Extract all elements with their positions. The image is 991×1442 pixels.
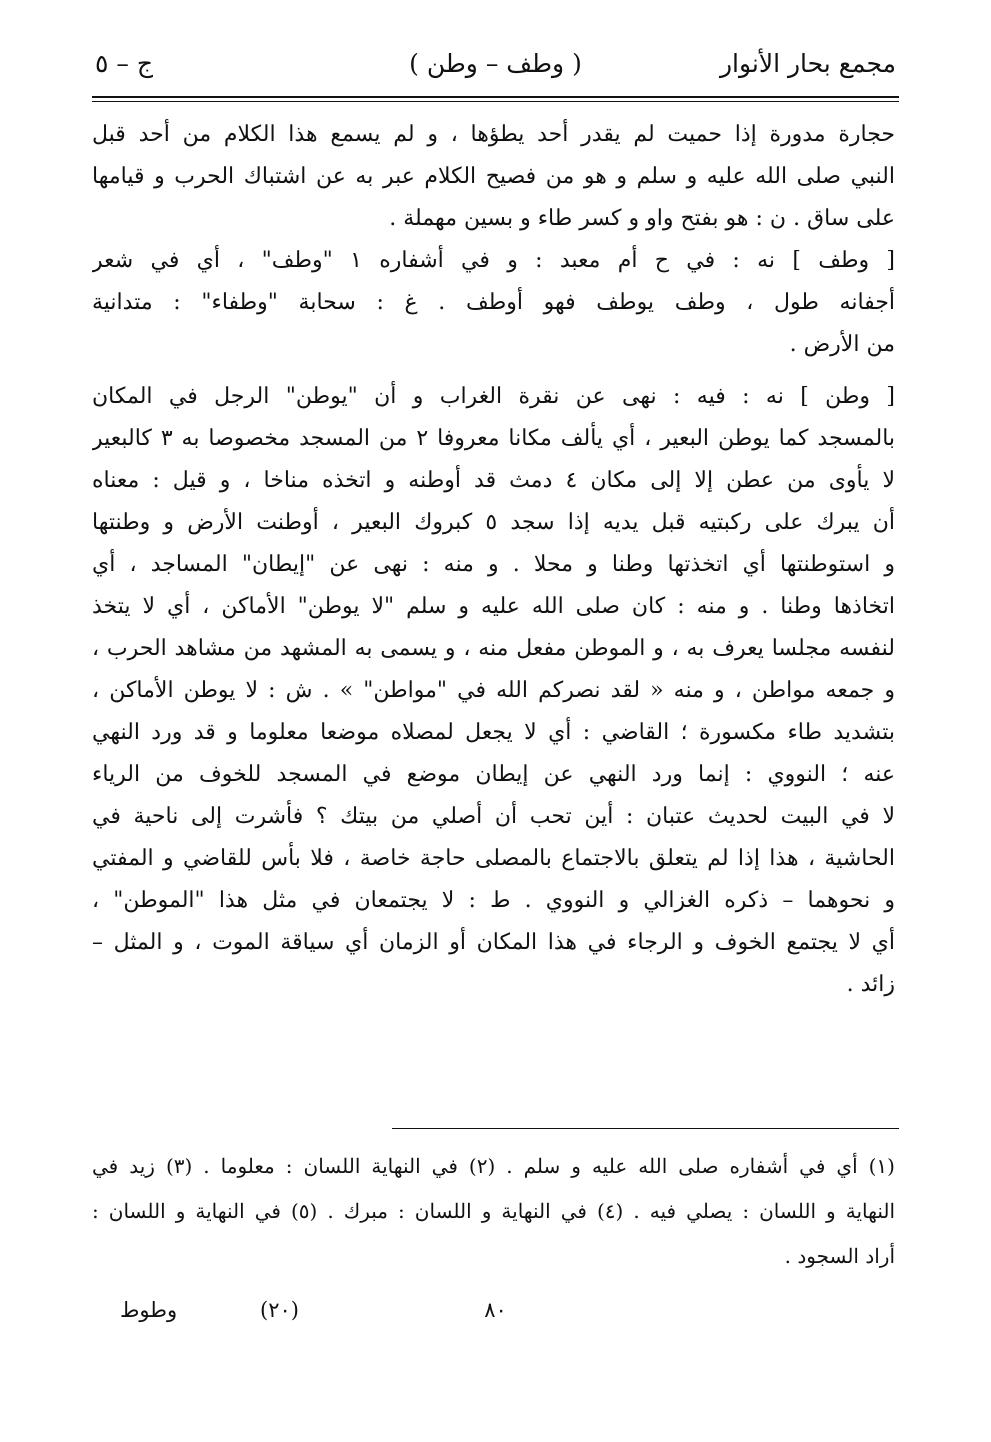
header-rule-thick [92, 96, 899, 98]
footnotes [92, 1144, 895, 1279]
text-line: [ وطن ] نه : فيه : نهى عن نقرة الغراب و أن "يوطن" الرجل في المكان [92, 384, 895, 409]
paragraph-entry-watf [92, 240, 895, 366]
signature-word: وطوط [120, 1298, 178, 1322]
text-line: لا يأوى من عطن إلا إلى مكان ٤ دمث قد أوطنه و اتخذه مناخا ، و قيل : معناه [92, 468, 895, 493]
paragraph-entry-watan [92, 376, 895, 1006]
text-line: بتشديد طاء مكسورة ؛ القاضي : أي لا يجعل لمصلاه موضعا معلوما و قد ورد النهي [92, 720, 895, 745]
header-rule-thin [92, 101, 899, 102]
page-header [95, 44, 896, 84]
text-line: و استوطنتها أي اتخذتها وطنا و محلا . و منه : نهى عن "إيطان" المساجد ، أي [92, 552, 895, 577]
text-line: بالمسجد كما يوطن البعير ، أي يألف مكانا معروفا ٢ من المسجد مخصوصا به ٣ كالبعير [92, 426, 895, 451]
page-number: ٨٠ [484, 1298, 507, 1322]
text-line: و جمعه مواطن ، و منه « لقد نصركم الله في "مواطن" » . ش : لا يوطن الأماكن ، [92, 678, 895, 703]
footnote-rule [392, 1128, 899, 1129]
text-line: أن يبرك على ركبتيه قبل يديه إذا سجد ٥ كبروك البعير ، أوطنت الأرض و وطنتها [92, 510, 895, 535]
volume-number: ج – ٥ [95, 49, 153, 78]
text-line: و نحوهما – ذكره الغزالي و النووي . ط : لا يجتمعان في مثل هذا "الموطن" ، [92, 888, 895, 913]
text-line: الحاشية ، هذا إذا لم يتعلق بالاجتماع بالمصلى حاجة خاصة ، فلا بأس للقاضي و المفتي [92, 846, 895, 871]
text-line: حجارة مدورة إذا حميت لم يقدر أحد يطؤها ، و لم يسمع هذا الكلام من أحد قبل [92, 122, 895, 147]
main-text [92, 114, 895, 1006]
text-line: على ساق . ن : هو بفتح واو و كسر طاء و بسين مهملة . [389, 206, 895, 231]
text-line: اتخاذها وطنا . و منه : كان صلى الله عليه و سلم "لا يوطن" الأماكن ، أي لا يتخذ [92, 594, 895, 619]
text-line: [ وطف ] نه : في ح أم معبد : و في أشفاره ١ "وطف" ، أي في شعر [92, 248, 895, 273]
text-line: لا في البيت لحديث عتبان : أين تحب أن أصلي من بيتك ؟ فأشرت إلى ناحية في [92, 804, 895, 829]
text-line: من الأرض . [789, 332, 895, 357]
footnote-line: النهاية و اللسان : يصلي فيه . (٤) في النهاية و اللسان : مبرك . (٥) في النهاية و اللسان : [92, 1199, 895, 1223]
text-line: أجفانه طول ، وطف يوطف فهو أوطف . غ : سحابة "وطفاء" : متدانية [92, 290, 895, 315]
book-title: مجمع بحار الأنوار [719, 49, 896, 78]
text-line: عنه ؛ النووي : إنما ورد النهي عن إيطان موضع في المسجد للخوف من الرياء [92, 762, 895, 787]
signature-number: (٢٠) [260, 1298, 299, 1322]
text-line: لنفسه مجلسا يعرف به ، و الموطن مفعل منه ، و يسمى به المشهد من مشاهد الحرب ، [92, 636, 895, 661]
entry-range: ( وطف – وطن ) [409, 49, 582, 78]
text-line: زائد . [846, 972, 895, 997]
footnote-line: (١) أي في أشفاره صلى الله عليه و سلم . (٢) في النهاية اللسان : معلوما . (٣) زيد في [92, 1154, 895, 1178]
text-line: النبي صلى الله عليه و سلم و هو من فصيح الكلام عبر به عن اشتباك الحرب و قيامها [92, 164, 895, 189]
paragraph-continuation [92, 114, 895, 240]
page-footer [100, 1290, 891, 1330]
text-line: أي لا يجتمع الخوف و الرجاء في هذا المكان أو الزمان أي سياقة الموت ، و المثل – [92, 930, 895, 955]
footnote-line: أراد السجود . [784, 1244, 895, 1268]
